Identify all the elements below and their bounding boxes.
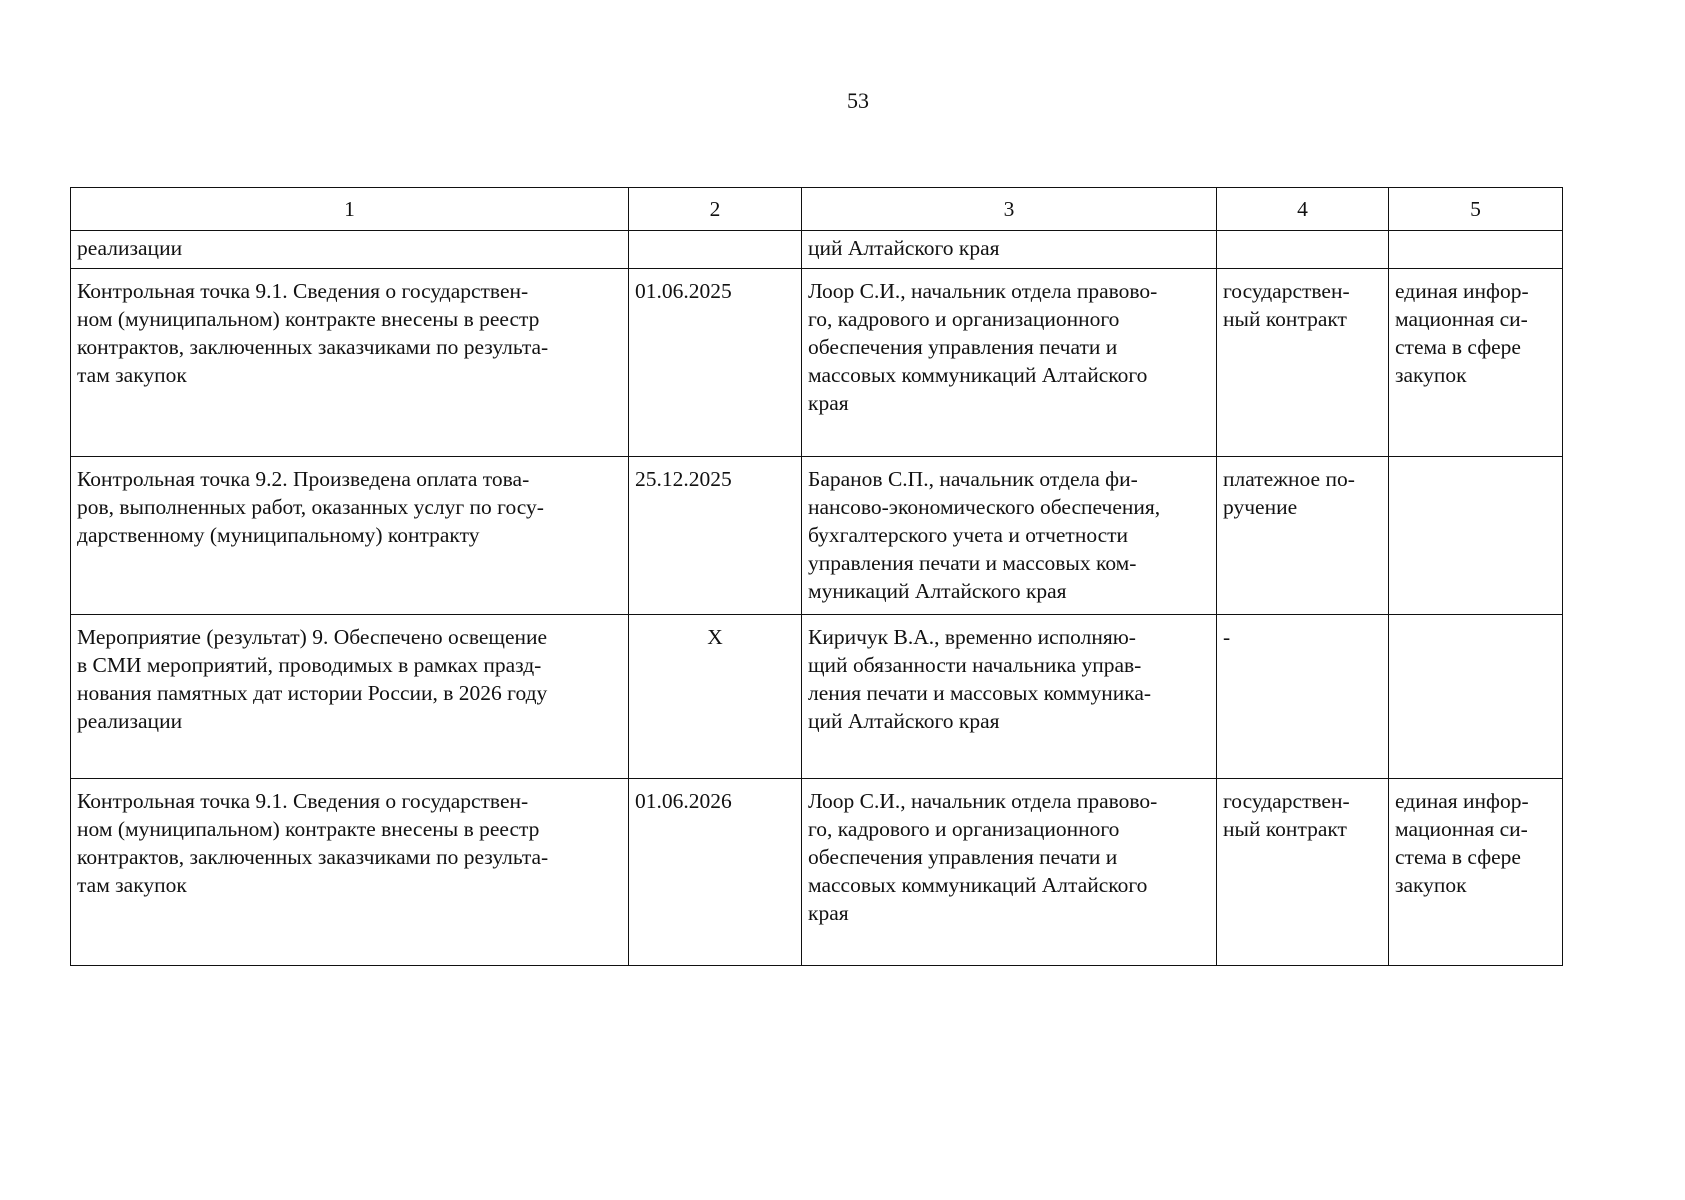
cell-col-4: платежное по- ручение [1217, 457, 1389, 615]
cell-col-4 [1217, 231, 1389, 269]
table-row-continuation [71, 231, 1563, 269]
cell-col-5: единая инфор- мационная си- стема в сфере закупок [1389, 779, 1563, 966]
cell-col-2 [629, 231, 802, 269]
table-header-row [71, 188, 1563, 231]
cell-col-1: Контрольная точка 9.1. Сведения о государствен- ном (муниципальном) контракте внесены в реестр контрактов, заключенных заказчиками по результа- там закупок [71, 269, 629, 457]
cell-col-3: ций Алтайского края [802, 231, 1217, 269]
cell-col-3: Лоор С.И., начальник отдела правово- го, кадрового и организационного обеспечения управления печати и массовых коммуникаций Алтайского края [802, 779, 1217, 966]
cell-col-2: 25.12.2025 [629, 457, 802, 615]
cell-col-1: Контрольная точка 9.1. Сведения о государствен- ном (муниципальном) контракте внесены в реестр контрактов, заключенных заказчиками по результа- там закупок [71, 779, 629, 966]
cell-col-2: 01.06.2026 [629, 779, 802, 966]
header-col-2: 2 [629, 188, 802, 231]
cell-col-5 [1389, 231, 1563, 269]
table-row [71, 779, 1563, 966]
cell-col-4: - [1217, 615, 1389, 779]
cell-col-3: Киричук В.А., временно исполняю- щий обязанности начальника управ- ления печати и массовых коммуника- ций Алтайского края [802, 615, 1217, 779]
page-number: 53 [847, 88, 869, 113]
header-col-1: 1 [71, 188, 629, 231]
cell-col-1: реализации [71, 231, 629, 269]
table-row [71, 457, 1563, 615]
cell-col-5: единая инфор- мационная си- стема в сфере закупок [1389, 269, 1563, 457]
cell-col-2: 01.06.2025 [629, 269, 802, 457]
header-col-4: 4 [1217, 188, 1389, 231]
cell-col-4: государствен- ный контракт [1217, 269, 1389, 457]
cell-col-3: Баранов С.П., начальник отдела фи- нансово-экономического обеспечения, бухгалтерского учета и отчетности управления печати и массовых ком- муникаций Алтайского края [802, 457, 1217, 615]
cell-col-5 [1389, 457, 1563, 615]
table-row [71, 269, 1563, 457]
cell-col-1: Мероприятие (результат) 9. Обеспечено освещение в СМИ мероприятий, проводимых в рамках празд- нования памятных дат истории России, в 2026 году реализации [71, 615, 629, 779]
plan-table [70, 187, 1563, 966]
cell-col-2: X [629, 615, 802, 779]
header-col-5: 5 [1389, 188, 1563, 231]
cell-col-5 [1389, 615, 1563, 779]
cell-col-4: государствен- ный контракт [1217, 779, 1389, 966]
cell-col-3: Лоор С.И., начальник отдела правово- го, кадрового и организационного обеспечения управления печати и массовых коммуникаций Алтайского края [802, 269, 1217, 457]
header-col-3: 3 [802, 188, 1217, 231]
table-row [71, 615, 1563, 779]
cell-col-1: Контрольная точка 9.2. Произведена оплата това- ров, выполненных работ, оказанных услуг по госу- дарственному (муниципальному) контракту [71, 457, 629, 615]
